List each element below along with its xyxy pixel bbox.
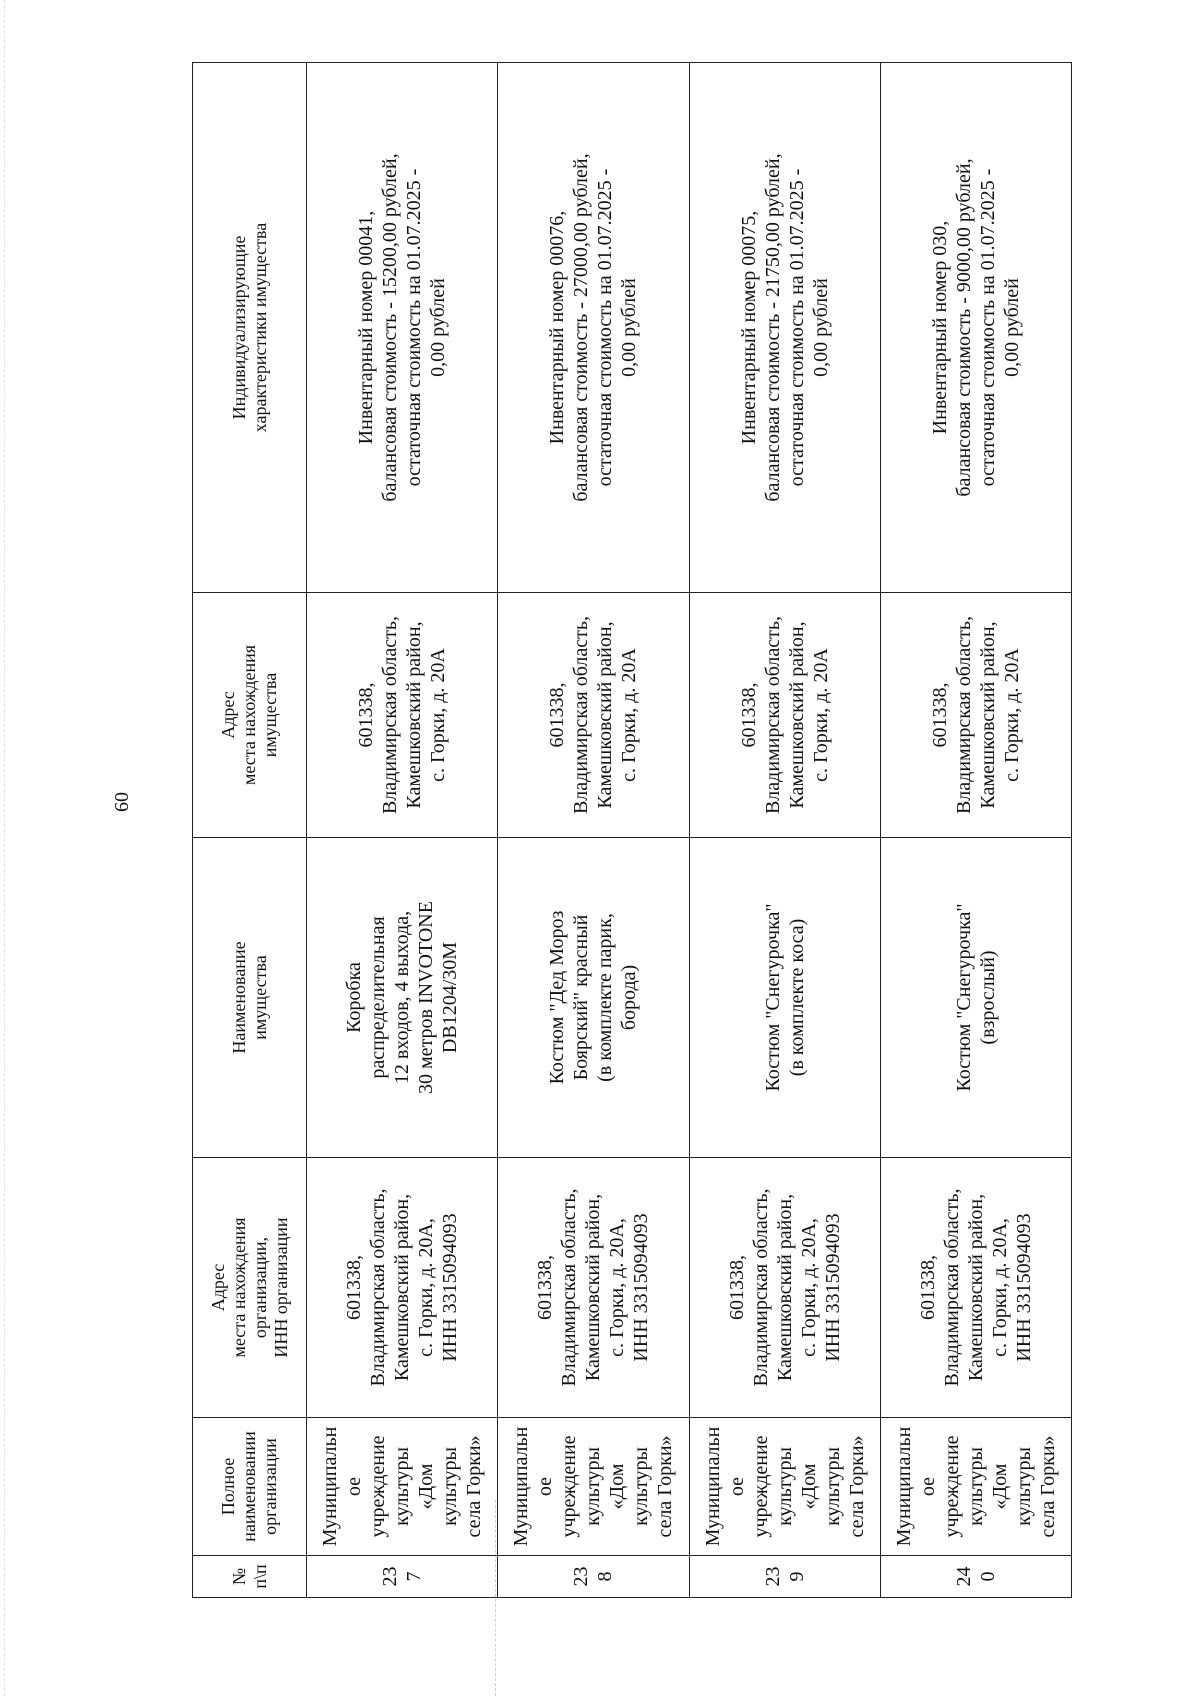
row-num: 238	[498, 1556, 689, 1598]
row-org-address: 601338, Владимирская область, Камешковский район, с. Горки, д. 20А, ИНН 3315094093	[498, 1158, 689, 1418]
row-org: Муниципальное учреждение культуры «Дом культуры села Горки»	[689, 1418, 880, 1556]
header-org: Полное наименовании организации	[193, 1418, 307, 1556]
row-org-address: 601338, Владимирская область, Камешковский район, с. Горки, д. 20А, ИНН 3315094093	[880, 1158, 1071, 1418]
row-characteristics: Инвентарный номер 00076, балансовая стоимость - 27000,00 рублей, остаточная стоимость на 01.07.2025 - 0,00 рублей	[498, 63, 689, 593]
rotated-table-container	[192, 63, 1072, 1598]
row-num: 239	[689, 1556, 880, 1598]
row-num: 237	[307, 1556, 498, 1598]
row-location: 601338, Владимирская область, Камешковский район, с. Горки, д. 20А	[498, 593, 689, 838]
row-org: Муниципальное учреждение культуры «Дом культуры села Горки»	[307, 1418, 498, 1556]
row-characteristics: Инвентарный номер 030, балансовая стоимость - 9000,00 рублей, остаточная стоимость на 01.07.2025 - 0,00 рублей	[880, 63, 1071, 593]
row-org: Муниципальное учреждение культуры «Дом культуры села Горки»	[498, 1418, 689, 1556]
header-num: № п\п	[193, 1556, 307, 1598]
row-org: Муниципальное учреждение культуры «Дом культуры села Горки»	[880, 1418, 1071, 1556]
row-location: 601338, Владимирская область, Камешковский район, с. Горки, д. 20А	[307, 593, 498, 838]
row-location: 601338, Владимирская область, Камешковский район, с. Горки, д. 20А	[689, 593, 880, 838]
table-header-row	[193, 63, 307, 1598]
row-name: Костюм "Дед Мороз Боярский" красный (в комплекте парик, борода)	[498, 838, 689, 1158]
row-location: 601338, Владимирская область, Камешковский район, с. Горки, д. 20А	[880, 593, 1071, 838]
property-registry-table	[192, 62, 1072, 1598]
row-name: Костюм "Снегурочка" (в комплекте коса)	[689, 838, 880, 1158]
table-row	[880, 63, 1071, 1598]
row-org-address: 601338, Владимирская область, Камешковский район, с. Горки, д. 20А, ИНН 3315094093	[307, 1158, 498, 1418]
table-row	[689, 63, 880, 1598]
header-org-address: Адрес места нахождения организации, ИНН организации	[193, 1158, 307, 1418]
row-num: 240	[880, 1556, 1071, 1598]
scan-edge-line	[4, 0, 5, 1696]
header-name: Наименование имущества	[193, 838, 307, 1158]
page-number: 60	[111, 792, 133, 812]
row-org-address: 601338, Владимирская область, Камешковский район, с. Горки, д. 20А, ИНН 3315094093	[689, 1158, 880, 1418]
header-location: Адрес места нахождения имущества	[193, 593, 307, 838]
row-characteristics: Инвентарный номер 00041, балансовая стоимость - 15200,00 рублей, остаточная стоимость на 01.07.2025 - 0,00 рублей	[307, 63, 498, 593]
header-characteristics: Индивидуализирующие характеристики имущества	[193, 63, 307, 593]
table-row	[307, 63, 498, 1598]
row-name: Костюм "Снегурочка" (взрослый)	[880, 838, 1071, 1158]
row-name: Коробка распределительная 12 входов, 4 выхода, 30 метров INVOTONE DB1204/30M	[307, 838, 498, 1158]
row-characteristics: Инвентарный номер 00075, балансовая стоимость - 21750,00 рублей, остаточная стоимость на 01.07.2025 - 0,00 рублей	[689, 63, 880, 593]
table-row	[498, 63, 689, 1598]
